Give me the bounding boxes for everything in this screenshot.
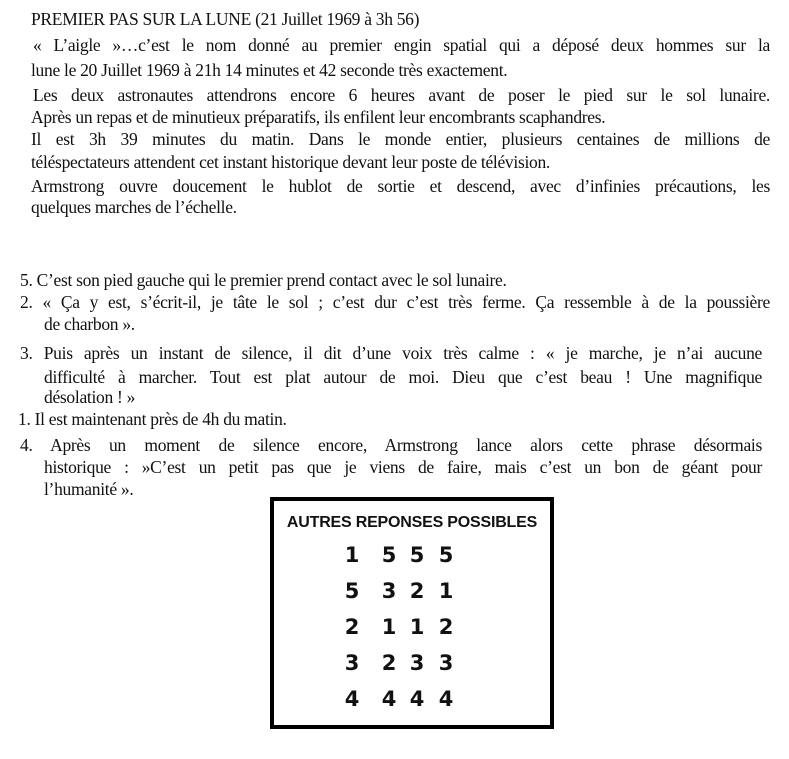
answer-row <box>274 543 550 573</box>
answers-box-title: AUTRES REPONSES POSSIBLES <box>286 514 538 531</box>
answer-number: 1 <box>409 615 425 639</box>
list-item-cont: l’humanité ». <box>44 479 134 499</box>
answer-number: 2 <box>344 615 360 639</box>
answer-row <box>274 687 550 717</box>
answers-box <box>270 497 554 729</box>
answer-row <box>274 615 550 645</box>
answer-number: 4 <box>344 687 360 711</box>
intro-line: Après un repas et de minutieux préparatifs, ils enfilent leur encombrants scaphandres. <box>31 107 606 127</box>
answer-number: 3 <box>381 579 397 603</box>
intro-line: quelques marches de l’échelle. <box>31 197 237 217</box>
answer-number: 3 <box>409 651 425 675</box>
answer-number: 3 <box>344 651 360 675</box>
answer-number: 2 <box>381 651 397 675</box>
intro-line: Les deux astronautes attendrons encore 6 heures avant de poser le pied sur le sol lunaire. <box>33 85 770 105</box>
intro-line: téléspectateurs attendent cet instant historique devant leur poste de télévision. <box>31 152 550 172</box>
answer-number: 2 <box>409 579 425 603</box>
answer-number: 5 <box>438 543 454 567</box>
list-item-cont: difficulté à marcher. Tout est plat autour de moi. Dieu que c’est beau ! Une magnifique <box>44 367 762 387</box>
answer-row <box>274 579 550 609</box>
answer-number: 2 <box>438 615 454 639</box>
answer-number: 1 <box>438 579 454 603</box>
answer-number: 1 <box>344 543 360 567</box>
document-title: PREMIER PAS SUR LA LUNE (21 Juillet 1969 à 3h 56) <box>31 9 420 29</box>
intro-line: « L’aigle »…c’est le nom donné au premier engin spatial qui a déposé deux hommes sur la <box>33 35 770 55</box>
answer-number: 5 <box>381 543 397 567</box>
list-item-cont: désolation ! » <box>44 387 136 407</box>
intro-line: Armstrong ouvre doucement le hublot de sortie et descend, avec d’infinies précautions, les <box>31 176 770 196</box>
intro-line: Il est 3h 39 minutes du matin. Dans le monde entier, plusieurs centaines de millions de <box>31 129 770 149</box>
answer-number: 4 <box>438 687 454 711</box>
answer-number: 5 <box>344 579 360 603</box>
list-item: 4. Après un moment de silence encore, Armstrong lance alors cette phrase désormais <box>20 435 762 455</box>
answer-row <box>274 651 550 681</box>
list-item: 1. Il est maintenant près de 4h du matin. <box>18 409 287 429</box>
answer-number: 5 <box>409 543 425 567</box>
list-item: 2. « Ça y est, s’écrit-il, je tâte le sol ; c’est dur c’est très ferme. Ça ressemble à de la poussière <box>20 292 770 312</box>
answer-number: 4 <box>381 687 397 711</box>
list-item: 3. Puis après un instant de silence, il dit d’une voix très calme : « je marche, je n’ai aucune <box>20 343 762 363</box>
answer-number: 1 <box>381 615 397 639</box>
list-item-cont: de charbon ». <box>44 314 135 334</box>
intro-line: lune le 20 Juillet 1969 à 21h 14 minutes et 42 seconde très exactement. <box>31 60 508 80</box>
answer-number: 3 <box>438 651 454 675</box>
answer-number: 4 <box>409 687 425 711</box>
list-item: 5. C’est son pied gauche qui le premier prend contact avec le sol lunaire. <box>20 270 507 290</box>
list-item-cont: historique : »C’est un petit pas que je viens de faire, mais c’est un bon de géant pour <box>44 457 762 477</box>
